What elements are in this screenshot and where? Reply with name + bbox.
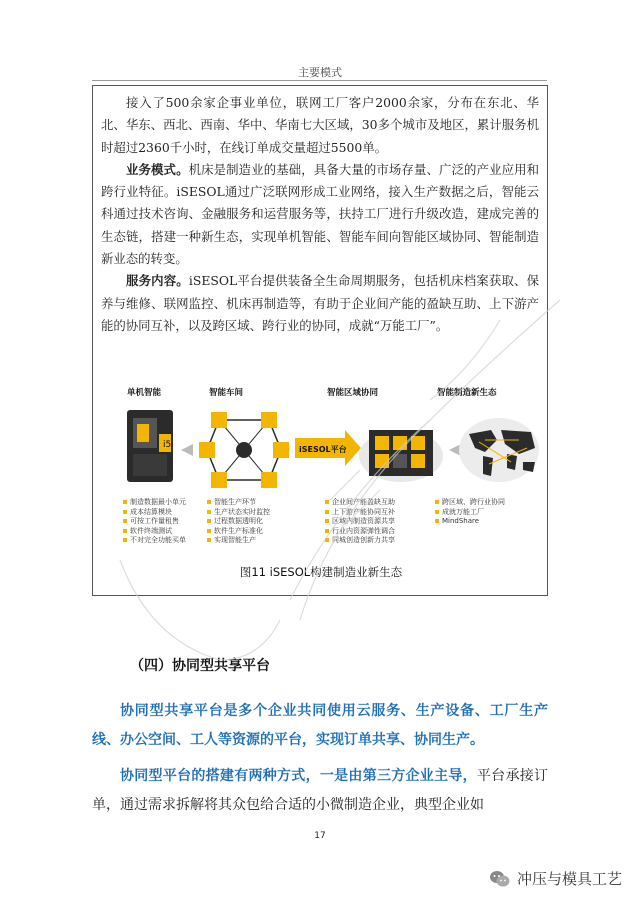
stage3-bullets bbox=[325, 498, 395, 546]
service-content-lead: 服务内容。 bbox=[126, 273, 189, 289]
page-header-title: 主要模式 bbox=[298, 66, 342, 79]
machine-label: i5 bbox=[163, 440, 172, 450]
stage2-title: 智能车间 bbox=[209, 388, 244, 398]
list-item: 同城创造创新力共享 bbox=[325, 536, 395, 546]
service-content-body: iSESOL平台提供装备全生命周期服务，包括机床档案获取、保养与维修、联网监控、机床再制造等，有助于企业间产能的盈缺互助、上下游产能的协同互补，以及跨区域、跨行业的协同，成就“万能工厂”。 bbox=[101, 273, 540, 333]
list-item: 企业间产能盈缺互助 bbox=[325, 498, 395, 508]
figure-graphics bbox=[119, 400, 539, 500]
wechat-icon bbox=[489, 870, 511, 888]
business-model-lead: 业务模式。 bbox=[126, 161, 189, 177]
body-paragraph-2 bbox=[92, 762, 548, 820]
isesol-platform-arrow bbox=[295, 430, 361, 466]
page-number: 17 bbox=[314, 831, 326, 841]
box-text bbox=[101, 92, 539, 337]
body-paragraph-1: 协同型共享平台是多个企业共同使用云服务、生产设备、工厂生产线、办公空间、工人等资源的平台，实现订单共享、协同生产。 bbox=[92, 703, 548, 748]
figure-caption: 图11 iSESOL构建制造业新生态 bbox=[239, 565, 403, 579]
machine-tool-icon bbox=[127, 410, 173, 482]
list-item: 可按工作量租售 bbox=[123, 517, 186, 527]
list-item: 实现智能生产 bbox=[207, 536, 270, 546]
list-item: MindShare bbox=[435, 517, 505, 527]
list-item: 生产状态实时监控 bbox=[207, 508, 270, 518]
watermark-text: 冲压与模具工艺 bbox=[516, 870, 622, 888]
header-rule bbox=[92, 80, 547, 81]
box-paragraph-2 bbox=[101, 159, 539, 270]
watermark bbox=[489, 868, 622, 889]
stage4-bullets bbox=[435, 498, 505, 527]
section-heading: （四）协同型共享平台 bbox=[130, 658, 270, 674]
stage3-title: 智能区域协同 bbox=[327, 388, 379, 398]
box-paragraph-3 bbox=[101, 270, 539, 337]
list-item: 成本结算模块 bbox=[123, 508, 186, 518]
list-item: 不对完全功能买单 bbox=[123, 536, 186, 546]
list-item: 制造数据最小单元 bbox=[123, 498, 186, 508]
list-item: 软件终端测试 bbox=[123, 527, 186, 537]
list-item: 区域内制造资源共享 bbox=[325, 517, 395, 527]
body-paragraph-2-lead: 协同型平台的搭建有两种方式，一是由第三方企业主导， bbox=[120, 768, 477, 784]
body-paragraph-2-body: 平台承接订单，通过需求拆解将其众包给合适的小微制造企业，典型企业如 bbox=[92, 768, 549, 813]
list-item: 智能生产环节 bbox=[207, 498, 270, 508]
world-map-icon bbox=[459, 418, 539, 482]
box-paragraph-1: 接入了500余家企事业单位，联网工厂客户2000余家，分布在东北、华北、华东、西北、西南、华中、华南七大区域，30多个城市及地区，累计服务机时超过2360千小时，在线订单成交量超过5500单。 bbox=[101, 95, 539, 155]
stage1-bullets bbox=[123, 498, 186, 546]
list-item: 行业内资源弹性调合 bbox=[325, 527, 395, 537]
regional-cloud-icon bbox=[359, 430, 443, 482]
stage2-bullets bbox=[207, 498, 270, 546]
list-item: 软件生产标准化 bbox=[207, 527, 270, 537]
list-item: 跨区域、跨行业协同 bbox=[435, 498, 505, 508]
business-model-body: 机床是制造业的基础，具备大量的市场存量、广泛的产业应用和跨行业特征。iSESOL通过广泛联网形成工业网络，接入生产数据之后，智能云科通过技术咨询、金融服务和运营服务等，扶持工厂进行升级改造，建成完善的生态链，搭建一种新生态，实现单机智能、智能车间向智能区域协同、智能制造新业态的转变。 bbox=[101, 161, 540, 267]
stage4-title: 智能制造新生态 bbox=[437, 388, 497, 398]
arrow-1-icon bbox=[181, 444, 193, 456]
list-item: 过程数据透明化 bbox=[207, 517, 270, 527]
arrow-label: iSESOL平台 bbox=[299, 445, 347, 454]
stage1-title: 单机智能 bbox=[127, 388, 162, 398]
case-box bbox=[92, 85, 548, 596]
smart-workshop-network-icon bbox=[199, 412, 289, 488]
list-item: 上下游产能协同互补 bbox=[325, 508, 395, 518]
ecosystem-figure bbox=[119, 386, 539, 544]
body-text bbox=[92, 697, 548, 827]
list-item: 成就万能工厂 bbox=[435, 508, 505, 518]
